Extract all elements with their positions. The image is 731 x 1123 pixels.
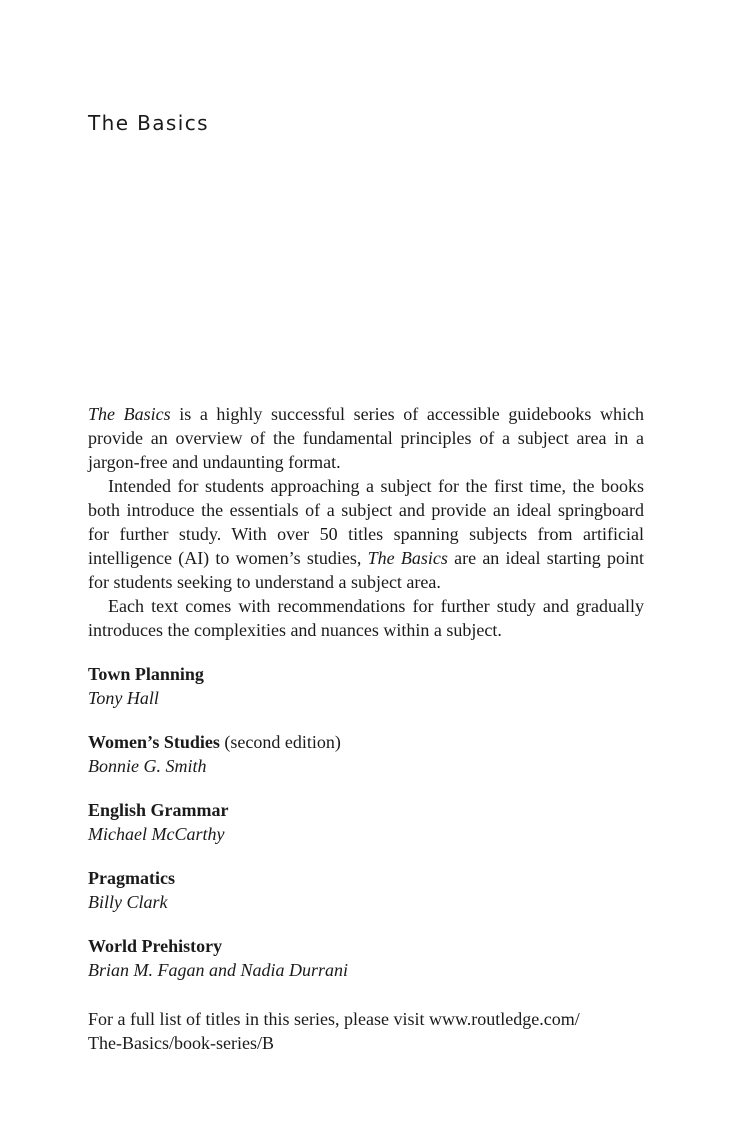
description-paragraph-1 [88, 402, 644, 474]
description-text: Intended for students approaching a subject for the first time, the books both introduce the essentials of a subject and provide an ideal springboard for further study. With over 50 titles spanning subjects from artificial intelligence (AI) to women’s studies, [88, 476, 644, 568]
series-website-note [88, 1007, 644, 1055]
description-paragraph-2 [88, 474, 644, 594]
book-author: Brian M. Fagan and Nadia Durrani [88, 960, 349, 980]
series-description [88, 402, 644, 642]
series-book-list [88, 662, 644, 1002]
website-note-url: The-Basics/book-series/B [88, 1033, 274, 1053]
description-text: are an ideal starting point for students seeking to understand a subject area. [88, 548, 644, 592]
book-entry [88, 730, 644, 778]
book-entry [88, 798, 644, 846]
series-heading: The Basics [88, 111, 209, 135]
series-title-italic: The Basics [88, 404, 171, 424]
book-author: Bonnie G. Smith [88, 756, 207, 776]
book-entry [88, 662, 644, 710]
book-title: Women’s Studies [88, 732, 220, 752]
book-entry [88, 934, 644, 982]
book-edition: (second edition) [219, 732, 341, 752]
description-text: is a highly successful series of accessible guidebooks which provide an overview of the fundamental principles of a subject area in a jargon-free and undaunting format. [88, 404, 644, 472]
book-title: English Grammar [88, 800, 229, 820]
book-author: Michael McCarthy [88, 824, 225, 844]
website-note-line: For a full list of titles in this series, please visit www.routledge.com/ [88, 1009, 580, 1029]
book-author: Tony Hall [88, 688, 159, 708]
book-title: Pragmatics [88, 868, 175, 888]
book-entry [88, 866, 644, 914]
book-page [88, 0, 644, 1123]
book-author: Billy Clark [88, 892, 168, 912]
book-title: World Prehistory [88, 936, 223, 956]
book-title: Town Planning [88, 664, 204, 684]
description-paragraph-3: Each text comes with recommendations for further study and gradually introduces the complexities and nuances within a subject. [88, 596, 644, 640]
series-title-italic: The Basics [367, 548, 448, 568]
